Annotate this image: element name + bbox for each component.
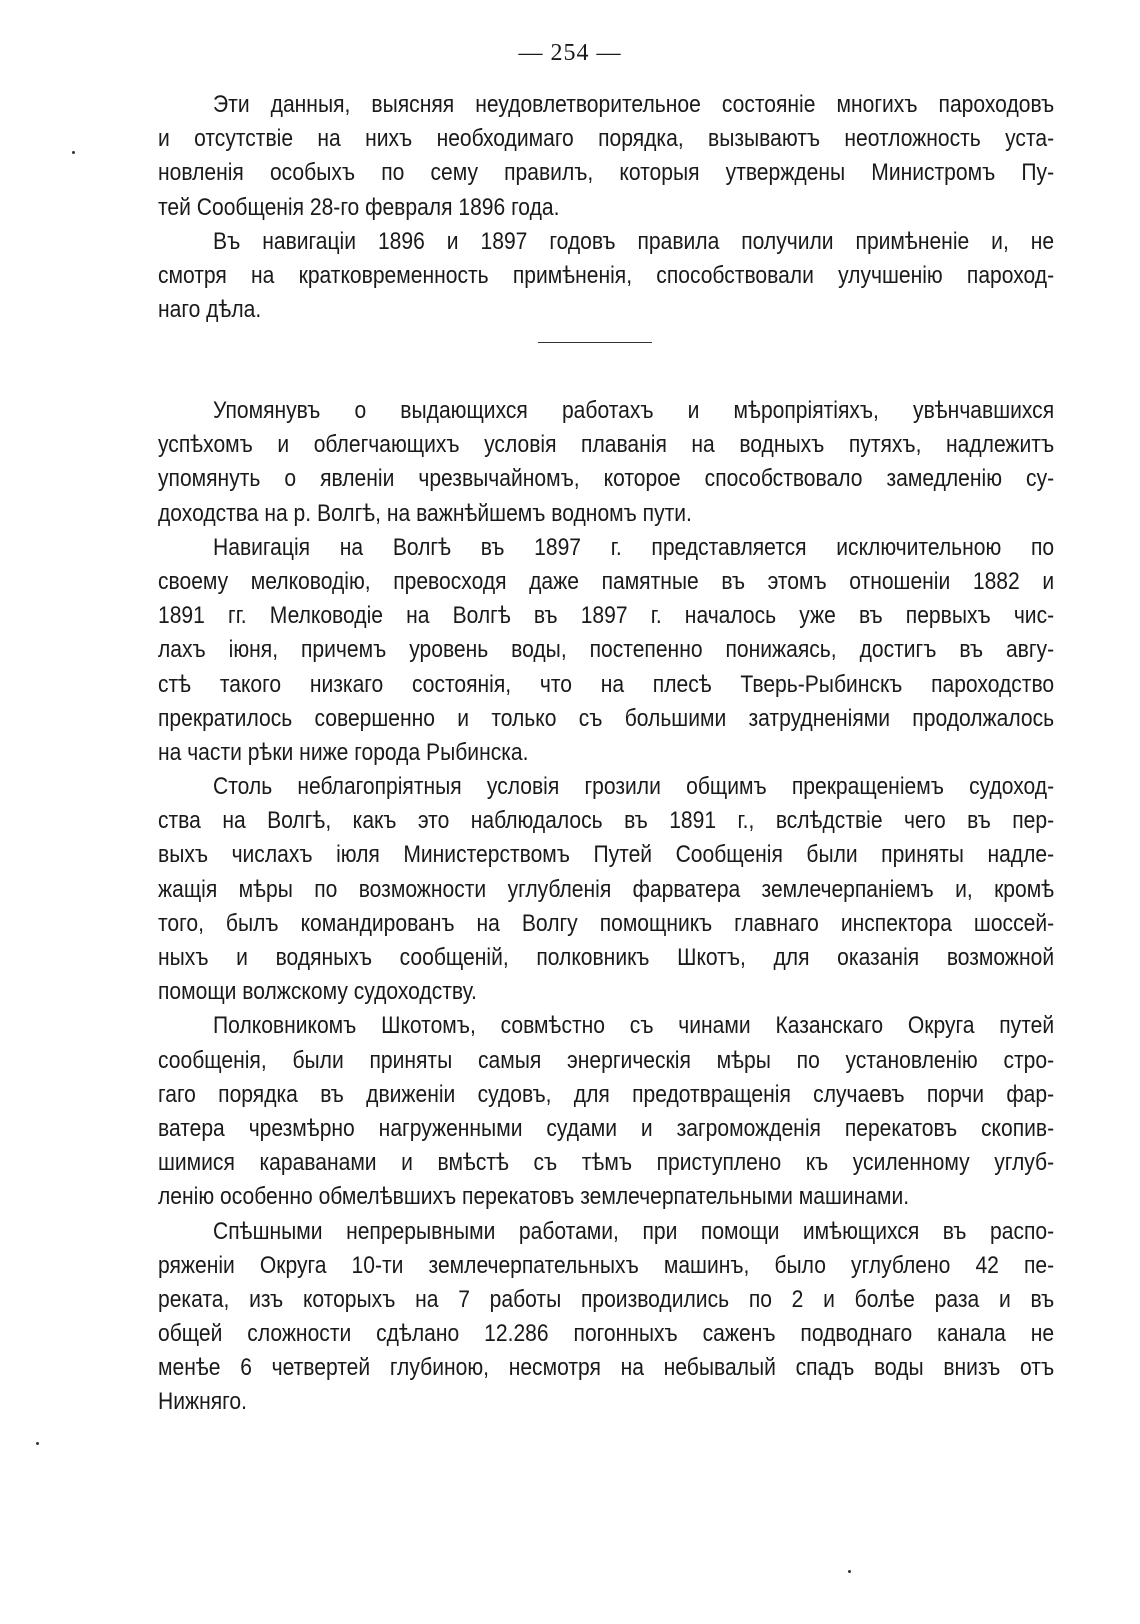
text-line: Упомянувъ о выдающихся работахъ и мѣропріятіяхъ, увѣнчавшихся bbox=[213, 397, 1055, 424]
text-line: и отсутствіе на нихъ необходимаго порядка, вызываютъ неотложность уста- bbox=[158, 125, 1055, 153]
paragraph bbox=[158, 531, 1054, 770]
scan-speck bbox=[848, 1570, 851, 1573]
text-line: своему мелководію, превосходя даже памятные въ этомъ отношеніи 1882 и bbox=[158, 567, 1055, 595]
text-line: стѣ такого низкаго состоянія, что на плесѣ Тверь-Рыбинскъ пароходство bbox=[158, 670, 1055, 698]
text-line: ныхъ и водяныхъ сообщеній, полковникъ Шкотъ, для оказанія возможной bbox=[158, 944, 1055, 971]
text-line: жащія мѣры по возможности углубленія фарватера землечерпаніемъ и, кромѣ bbox=[158, 875, 1055, 903]
text-line: гаго порядка въ движеніи судовъ, для предотвращенія случаевъ порчи фар- bbox=[158, 1080, 1055, 1108]
text-line: того, былъ командированъ на Волгу помощникъ главнаго инспектора шоссей- bbox=[158, 909, 1055, 937]
paragraph bbox=[158, 394, 1054, 531]
scan-speck bbox=[72, 151, 75, 154]
section-separator-rule bbox=[538, 342, 652, 343]
text-line: помощи волжскому судоходству. bbox=[158, 978, 477, 1006]
paragraph bbox=[158, 225, 1054, 328]
text-line: Спѣшными непрерывными работами, при помощи имѣющихся въ распо- bbox=[213, 1217, 1055, 1245]
text-line: общей сложности сдѣлано 12.286 погонныхъ саженъ подводнаго канала не bbox=[158, 1320, 1055, 1348]
text-line: Въ навигаціи 1896 и 1897 годовъ правила получили примѣненіе и, не bbox=[213, 227, 1055, 255]
text-line: прекратилось совершенно и только съ большими затрудненіями продолжалось bbox=[158, 704, 1055, 732]
text-line: шимися караванами и вмѣстѣ съ тѣмъ приступлено къ усиленному углуб- bbox=[158, 1149, 1055, 1177]
text-line: менѣе 6 четвертей глубиною, несмотря на небывалый спадъ воды внизъ отъ bbox=[158, 1354, 1055, 1382]
page-number: — 254 — bbox=[518, 40, 622, 66]
text-line: тей Сообщенія 28-го февраля 1896 года. bbox=[158, 193, 560, 221]
text-line: смотря на кратковременность примѣненія, способствовали улучшенію пароход- bbox=[158, 261, 1055, 289]
paragraph bbox=[158, 1215, 1054, 1420]
text-line: ства на Волгѣ, какъ это наблюдалось въ 1891 г., вслѣдствіе чего въ пер- bbox=[158, 807, 1055, 835]
text-line: выхъ числахъ іюля Министерствомъ Путей Сообщенія были приняты надле- bbox=[158, 841, 1055, 869]
section-1 bbox=[158, 88, 1054, 327]
text-line: Навигація на Волгѣ въ 1897 г. представляется исключительною по bbox=[213, 533, 1055, 561]
text-line: реката, изъ которыхъ на 7 работы производились по 2 и болѣе раза и въ bbox=[158, 1285, 1055, 1313]
text-line: ряженіи Округа 10-ти землечерпательныхъ машинъ, было углублено 42 пе- bbox=[158, 1251, 1055, 1279]
paragraph bbox=[158, 770, 1054, 1009]
text-line: упомянуть о явленіи чрезвычайномъ, которое способствовало замедленію су- bbox=[158, 465, 1055, 493]
text-line: успѣхомъ и облегчающихъ условія плаванія на водныхъ путяхъ, надлежитъ bbox=[158, 431, 1055, 459]
text-line: лахъ іюня, причемъ уровень воды, постепенно понижаясь, достигъ въ авгу- bbox=[158, 636, 1055, 664]
scan-speck bbox=[36, 1442, 39, 1445]
text-line: ватера чрезмѣрно нагруженными судами и загроможденія перекатовъ скопив- bbox=[158, 1114, 1055, 1142]
text-line: наго дѣла. bbox=[158, 296, 262, 324]
text-line: новленія особыхъ по сему правилъ, которыя утверждены Министромъ Пу- bbox=[158, 159, 1055, 187]
paragraph bbox=[158, 88, 1054, 225]
text-line: сообщенія, были приняты самыя энергическія мѣры по установленію стро- bbox=[158, 1046, 1055, 1074]
text-line: ленію особенно обмелѣвшихъ перекатовъ землечерпательными машинами. bbox=[158, 1183, 910, 1211]
text-line: на части рѣки ниже города Рыбинска. bbox=[158, 738, 529, 766]
text-line: Полковникомъ Шкотомъ, совмѣстно съ чинами Казанскаго Округа путей bbox=[213, 1012, 1055, 1040]
text-line: Нижняго. bbox=[158, 1388, 247, 1416]
text-line: Столь неблагопріятныя условія грозили общимъ прекращеніемъ судоход- bbox=[213, 773, 1055, 801]
text-line: Эти данныя, выясняя неудовлетворительное состояніе многихъ пароходовъ bbox=[213, 91, 1055, 118]
text-line: 1891 гг. Мелководіе на Волгѣ въ 1897 г. началось уже въ первыхъ чис- bbox=[158, 602, 1055, 630]
section-2 bbox=[158, 394, 1054, 1420]
text-line: доходства на р. Волгѣ, на важнѣйшемъ водномъ пути. bbox=[158, 499, 692, 527]
paragraph bbox=[158, 1009, 1054, 1214]
